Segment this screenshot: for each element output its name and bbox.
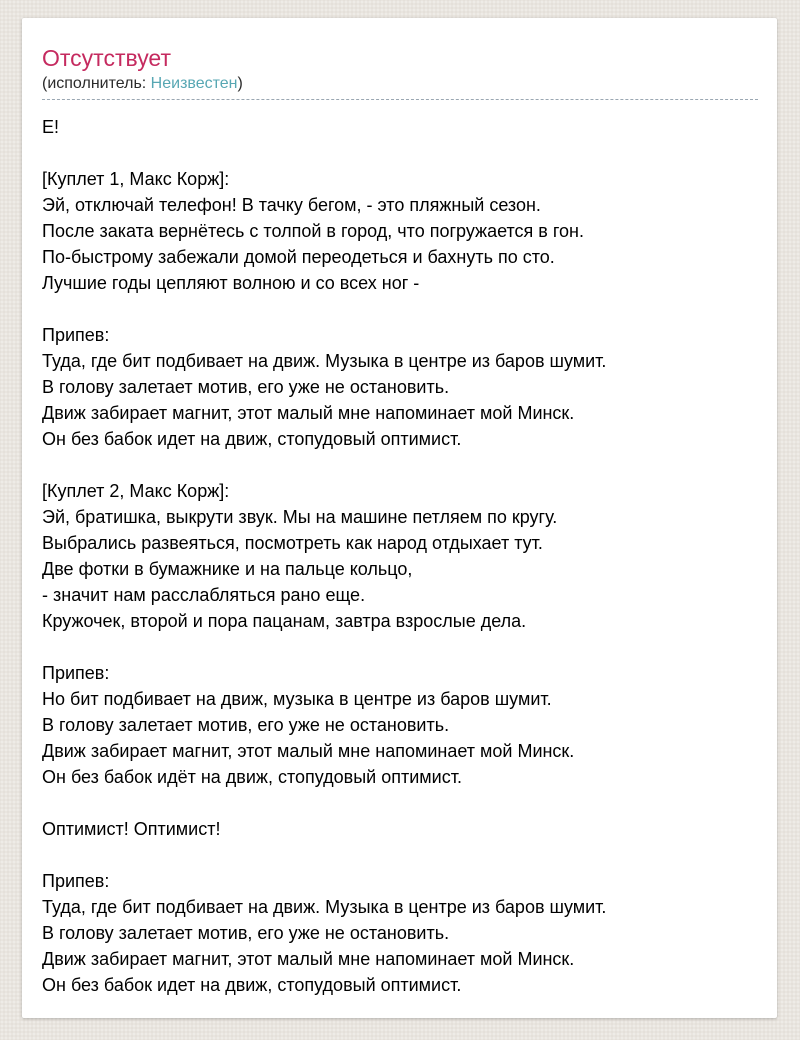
lyrics-line: Припев: — [42, 325, 110, 345]
lyrics-line: Выбрались развеяться, посмотреть как народ отдыхает тут. — [42, 533, 543, 553]
lyrics-line: Движ забирает магнит, этот малый мне напоминает мой Минск. — [42, 741, 575, 761]
lyrics-line: Он без бабок идет на движ, стопудовый оптимист. — [42, 429, 462, 449]
lyrics-line: Две фотки в бумажнике и на пальце кольцо, — [42, 559, 413, 579]
lyrics-card — [22, 18, 777, 1018]
artist-label-prefix: (исполнитель: — [42, 75, 151, 92]
song-title: Отсутствует — [42, 45, 171, 71]
lyrics-line: Е! — [42, 117, 60, 137]
lyrics-line: Но бит подбивает на движ, музыка в центре из баров шумит. — [42, 689, 552, 709]
lyrics-line: Движ забирает магнит, этот малый мне напоминает мой Минск. — [42, 403, 575, 423]
artist-line — [42, 74, 758, 100]
lyrics-line: Туда, где бит подбивает на движ. Музыка в центре из баров шумит. — [42, 897, 607, 917]
lyrics-line: В голову залетает мотив, его уже не остановить. — [42, 715, 450, 735]
lyrics-line: [Куплет 1, Макс Корж]: — [42, 169, 230, 189]
lyrics-line: [Куплет 2, Макс Корж]: — [42, 481, 230, 501]
lyrics-stanza — [42, 322, 758, 452]
lyrics — [42, 114, 758, 998]
artist-link[interactable]: Неизвестен — [150, 75, 238, 92]
lyrics-stanza — [42, 114, 758, 140]
lyrics-line: Эй, братишка, выкрути звук. Мы на машине петляем по кругу. — [42, 507, 558, 527]
lyrics-line: Кружочек, второй и пора пацанам, завтра взрослые дела. — [42, 611, 527, 631]
lyrics-stanza — [42, 868, 758, 998]
lyrics-line: Эй, отключай телефон! В тачку бегом, - это пляжный сезон. — [42, 195, 541, 215]
lyrics-line: - значит нам расслабляться рано еще. — [42, 585, 366, 605]
lyrics-line: После заката вернётесь с толпой в город, что погружается в гон. — [42, 221, 584, 241]
lyrics-line: По-быстрому забежали домой переодеться и бахнуть по сто. — [42, 247, 555, 267]
lyrics-stanza — [42, 816, 758, 842]
lyrics-line: Туда, где бит подбивает на движ. Музыка в центре из баров шумит. — [42, 351, 607, 371]
lyrics-line: Он без бабок идет на движ, стопудовый оптимист. — [42, 975, 462, 995]
lyrics-stanza — [42, 166, 758, 296]
artist-label-suffix: ) — [237, 75, 243, 92]
lyrics-line: В голову залетает мотив, его уже не остановить. — [42, 377, 450, 397]
lyrics-line: Он без бабок идёт на движ, стопудовый оптимист. — [42, 767, 462, 787]
lyrics-line: Припев: — [42, 663, 110, 683]
lyrics-stanza — [42, 660, 758, 790]
lyrics-stanza — [42, 478, 758, 634]
lyrics-line: В голову залетает мотив, его уже не остановить. — [42, 923, 450, 943]
lyrics-line: Движ забирает магнит, этот малый мне напоминает мой Минск. — [42, 949, 575, 969]
lyrics-line: Припев: — [42, 871, 110, 891]
lyrics-line: Лучшие годы цепляют волною и со всех ног - — [42, 273, 420, 293]
lyrics-line: Оптимист! Оптимист! — [42, 819, 221, 839]
